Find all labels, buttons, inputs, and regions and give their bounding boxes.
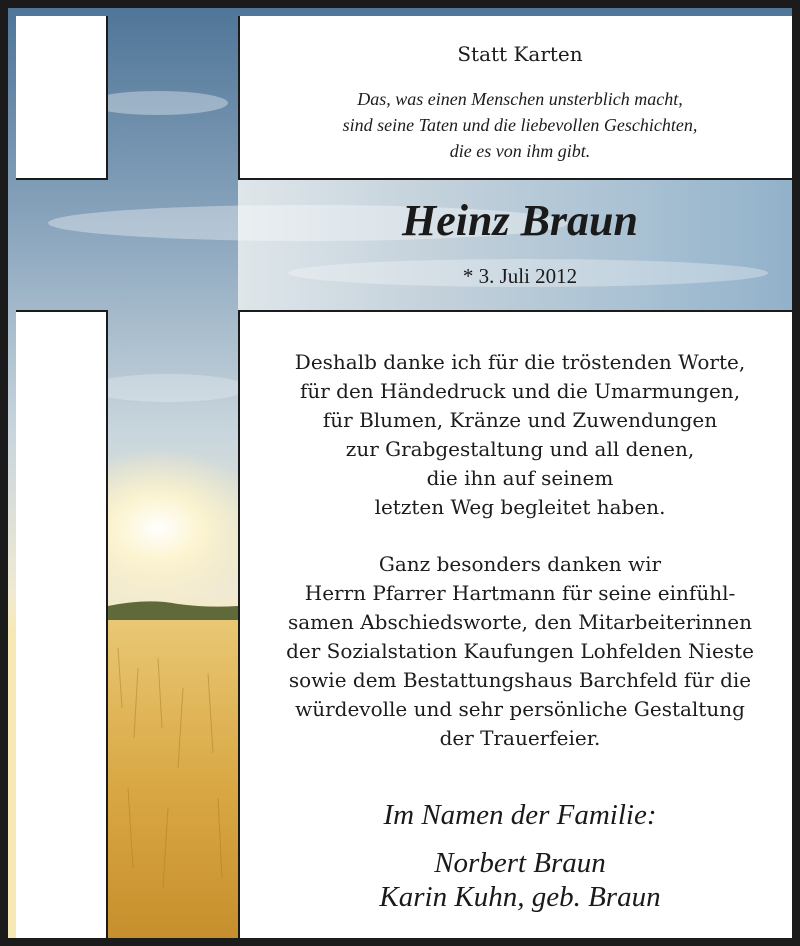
special-thanks-line: würdevolle und sehr persönliche Gestaltung: [295, 697, 745, 721]
thanks-line: die ihn auf seinem: [426, 466, 614, 490]
signatory-name: Norbert Braun: [434, 847, 606, 879]
header-statt-karten: Statt Karten: [457, 42, 583, 66]
deceased-name: Heinz Braun: [402, 196, 638, 245]
thanks-line: für den Händedruck und die Umarmungen,: [299, 379, 741, 403]
signature-heading: Im Namen der Familie:: [383, 799, 657, 831]
special-thanks-line: samen Abschiedsworte, den Mitarbeiterinnen: [287, 610, 753, 634]
thanks-paragraph: [240, 348, 800, 522]
special-thanks-paragraph: [240, 550, 800, 753]
thanks-line: letzten Weg begleitet haben.: [374, 495, 666, 519]
panel-bottom-left: [16, 310, 108, 946]
thanks-line: Deshalb danke ich für die tröstenden Worte,: [294, 350, 746, 374]
memorial-quote: [240, 86, 800, 164]
quote-line: die es von ihm gibt.: [449, 141, 591, 161]
quote-line: Das, was einen Menschen unsterblich macht,: [357, 89, 683, 109]
thanks-line: für Blumen, Kränze und Zuwendungen: [322, 408, 718, 432]
special-thanks-line: Herrn Pfarrer Hartmann für seine einfühl-: [304, 581, 736, 605]
panel-top-left: [16, 16, 108, 180]
signatories: [240, 846, 800, 914]
birth-date: * 3. Juli 2012: [462, 264, 578, 288]
thanks-line: zur Grabgestaltung und all denen,: [345, 437, 695, 461]
special-thanks-line: der Sozialstation Kaufungen Lohfelden Nieste: [286, 639, 754, 663]
quote-line: sind seine Taten und die liebevollen Geschichten,: [342, 115, 698, 135]
signatory-name: Karin Kuhn, geb. Braun: [379, 881, 661, 913]
special-thanks-line: Ganz besonders danken wir: [378, 552, 662, 576]
special-thanks-line: sowie dem Bestattungshaus Barchfeld für die: [288, 668, 752, 692]
special-thanks-line: der Trauerfeier.: [439, 726, 601, 750]
